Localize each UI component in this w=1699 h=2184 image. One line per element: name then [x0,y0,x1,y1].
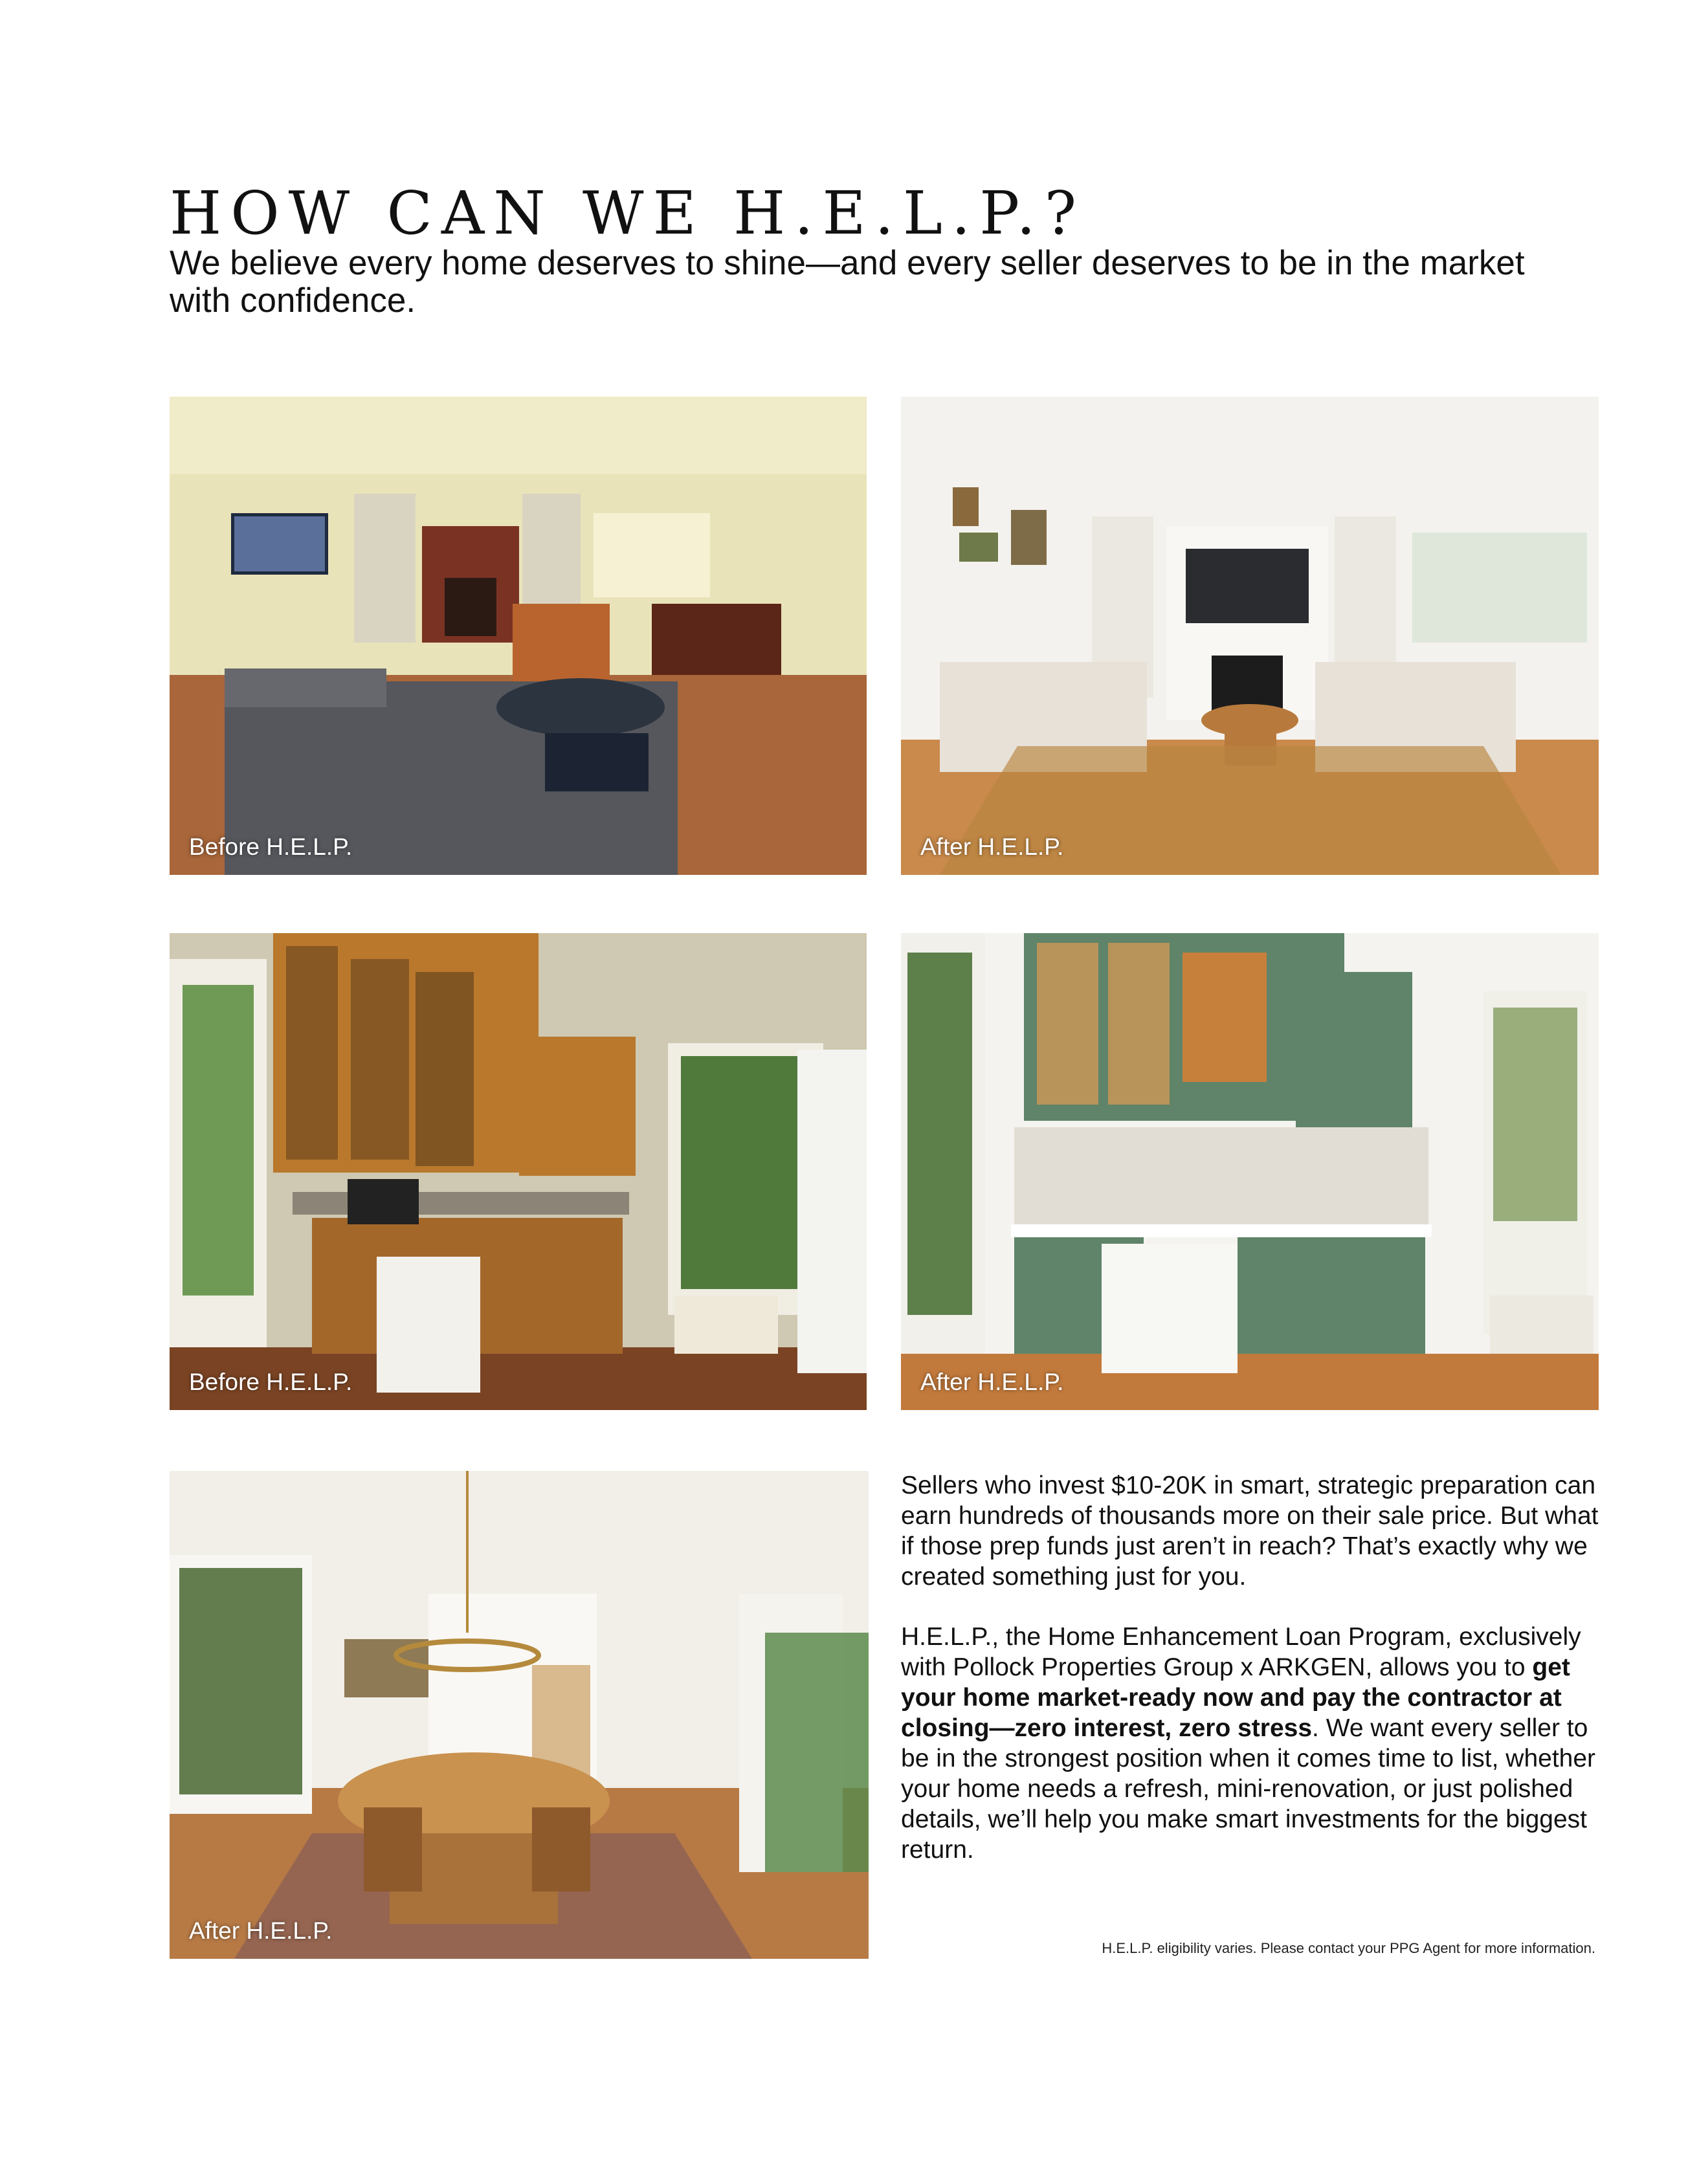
photo-kitchen-before [170,933,867,1410]
description-paragraph-2 [901,1622,1606,1865]
photo-living-room-before [170,397,867,875]
photo-caption: Before H.E.L.P. [189,833,353,860]
dining-room-after-image [170,1471,869,1959]
page-title: HOW CAN WE H.E.L.P.? [170,179,1086,248]
photo-caption: After H.E.L.P. [920,833,1064,860]
description-paragraph-1: Sellers who invest $10-20K in smart, strategic preparation can earn hundreds of thousands more on their sale price. But what if those prep funds just aren’t in reach? That’s exactly why we created something just for you. [901,1472,1599,1591]
page-subtitle: We believe every home deserves to shine—and every seller deserves to be in the market with confidence. [170,244,1525,320]
living-room-after-image [901,397,1599,875]
program-description [901,1470,1606,1895]
photo-caption: After H.E.L.P. [189,1917,333,1944]
paragraph-2-highlight: get your home market-ready now and pay the contractor at closing—zero interest, zero stress [901,1653,1570,1742]
photo-caption: After H.E.L.P. [920,1369,1064,1395]
photo-caption: Before H.E.L.P. [189,1369,353,1395]
kitchen-before-image [170,933,867,1410]
paragraph-2-intro: H.E.L.P., the Home Enhancement Loan Program, exclusively with Pollock Properties Group x ARKGEN, allows you to [901,1623,1581,1681]
living-room-before-image [170,397,867,875]
photo-living-room-after [901,397,1599,875]
photo-kitchen-after [901,933,1599,1410]
kitchen-after-image [901,933,1599,1410]
photo-dining-room-after [170,1471,869,1959]
eligibility-footnote: H.E.L.P. eligibility varies. Please contact your PPG Agent for more information. [1102,1940,1595,1956]
paragraph-2-closing: . We want every seller to be in the strongest position when it comes time to list, whether your home needs a refresh, mini-renovation, or just polished details, we’ll help you make smart investments for the biggest return. [901,1714,1596,1864]
